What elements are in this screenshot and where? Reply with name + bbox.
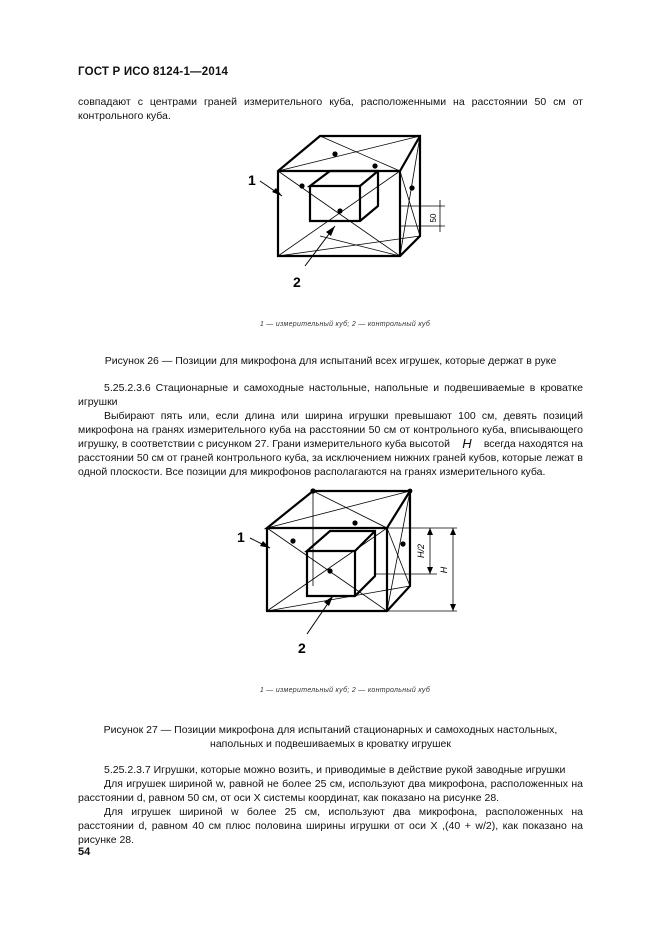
page-number: 54: [78, 846, 91, 858]
document-header: ГОСТ Р ИСО 8124-1—2014: [78, 66, 229, 78]
fig27-dim-full: H: [439, 566, 449, 574]
section-6-para-line-2: микрофона на гранях измерительного куба на расстоянии 50 см от контрольного куба, вписывающего: [78, 424, 583, 436]
section-7-p2-line-1: Для игрушек шириной w более 25 см, используют два микрофона, расположенных на: [104, 806, 583, 818]
fig27-caption-line-2: напольных и подвешиваемых в кроватку игрушек: [210, 738, 451, 750]
fig26-label-2: 2: [293, 274, 301, 290]
fig26-dimension: 50: [429, 213, 438, 223]
section-7-heading: 5.25.2.3.7 Игрушки, которые можно возить, и приводимые в действие рукой заводные игрушки: [104, 764, 566, 776]
fig26-label-1: 1: [248, 172, 256, 188]
intro-line-1: совпадают с центрами граней измерительного куба, расположенными на расстоянии 50 см от: [78, 96, 583, 108]
section-6-para-line-3-tail: всегда находятся на: [483, 438, 583, 450]
section-6-heading-line-1: 5.25.2.3.6 Стационарные и самоходные настольные, напольные и подвешиваемые в кроватке: [104, 382, 583, 394]
section-6-para-line-3-text: игрушку, в соответствии с рисунком 27. Грани измерительного куба высотой: [78, 438, 450, 450]
section-7-p2-line-2: расстоянии d, равном 40 см плюс половина ширины игрушки от оси X ,(40 + w/2), как показано на: [78, 820, 583, 832]
figure-27-diagram: [225, 486, 470, 662]
fig26-legend: 1 — измерительный куб; 2 — контрольный куб: [259, 321, 431, 328]
intro-line-2: контрольного куба.: [78, 110, 171, 122]
section-7-p2-line-3: рисунке 28.: [78, 834, 135, 846]
section-6-para-line-5: одной плоскости. Все позиции для микрофонов располагаются на гранях измерительного куба.: [78, 466, 546, 478]
section-7-p1-line-2: расстоянии d, равном 50 см, от оси X системы координат, как показано на рисунке 28.: [78, 792, 500, 804]
section-6-para-line-3-symbol: H: [462, 436, 472, 451]
section-6-heading-line-2: игрушки: [78, 396, 118, 408]
fig27-dim-half: H/2: [416, 543, 426, 559]
section-6-para-line-3: [78, 437, 583, 451]
section-6-para-line-1: Выбирают пять или, если длина или ширина игрушки превышают 100 см, девять позиций: [104, 410, 583, 422]
section-7-p1-line-1: Для игрушек шириной w, равной не более 25 см, используют два микрофона, расположенных на: [104, 778, 583, 790]
fig27-legend: 1 — измерительный куб; 2 — контрольный куб: [259, 687, 431, 694]
fig26-caption: Рисунок 26 — Позиции для микрофона для испытаний всех игрушек, которые держат в руке: [104, 355, 557, 367]
fig27-label-2: 2: [298, 640, 306, 656]
fig27-label-1: 1: [237, 529, 245, 545]
figure-26-diagram: [230, 126, 460, 296]
fig27-caption-line-1: Рисунок 27 — Позиции микрофона для испытаний стационарных и самоходных настольных,: [103, 724, 558, 736]
section-6-para-line-4: расстоянии 50 см от граней контрольного куба, за исключением нижних граней кубов, которые лежат в: [78, 452, 583, 464]
